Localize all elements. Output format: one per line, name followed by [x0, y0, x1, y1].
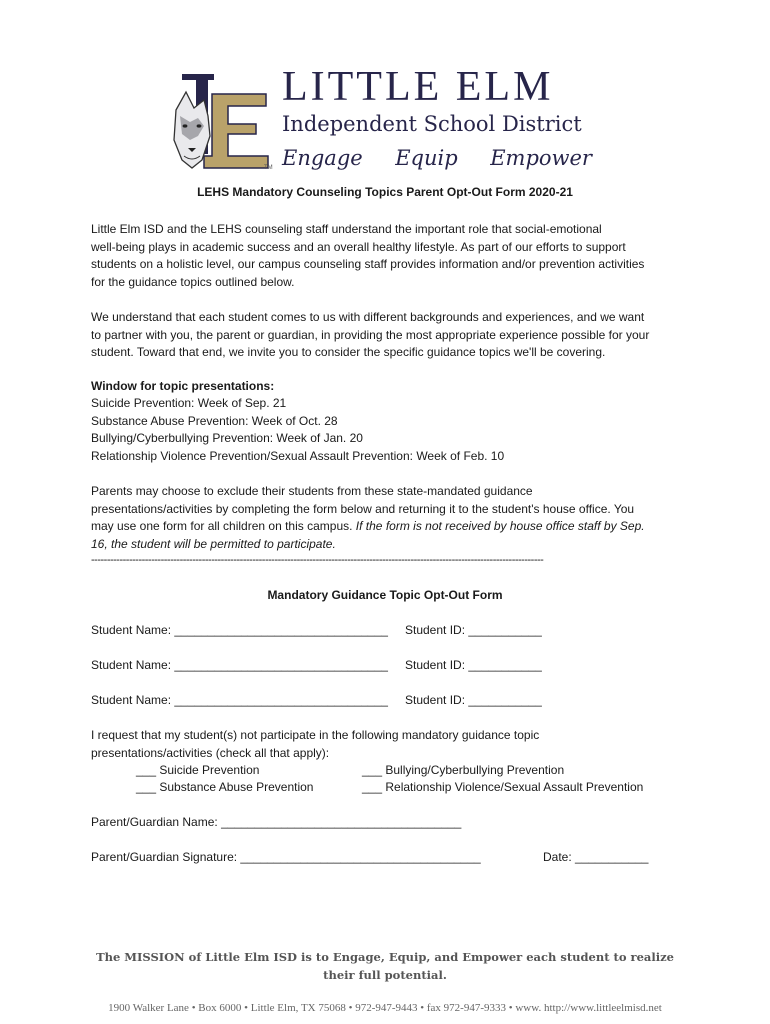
guardian-signature-field[interactable]: Parent/Guardian Signature: ____________________________________: [91, 850, 481, 864]
window-item: Bullying/Cyberbullying Prevention: Week of Jan. 20: [91, 431, 363, 445]
paragraph-line: Little Elm ISD and the LEHS counseling staff understand the important role that social-emotional: [91, 222, 602, 236]
paragraph-line: for the guidance topics outlined below.: [91, 274, 295, 289]
paragraph-line: [91, 518, 645, 536]
paragraph-line: student. Toward that end, we invite you to consider the specific guidance topics we'll be covering.: [91, 345, 606, 359]
district-subtitle: Independent School District: [282, 112, 582, 136]
tagline: [282, 148, 592, 169]
student-name-field[interactable]: Student Name: ________________________________: [91, 693, 388, 707]
deadline-notice: If the form is not received by house office staff by Sep.: [355, 519, 645, 533]
option-bullying-prevention[interactable]: ___ Bullying/Cyberbullying Prevention: [362, 763, 565, 777]
paragraph-line: students on a holistic level, our campus counseling staff provides information and/or prevention activities: [91, 257, 645, 271]
document-title: LEHS Mandatory Counseling Topics Parent Opt-Out Form 2020-21: [197, 185, 573, 199]
tagline-empower: Empower: [490, 146, 592, 170]
mission-statement: The MISSION of Little Elm ISD is to Engage, Equip, and Empower each student to realize their full potential.: [96, 950, 674, 982]
window-item: Substance Abuse Prevention: Week of Oct. 28: [91, 413, 338, 428]
footer-address: 1900 Walker Lane • Box 6000 • Little Elm, TX 75068 • 972-947-9443 • fax 972-947-9333 • www. http://www.littleelmisd.net: [108, 1002, 662, 1014]
paragraph-line: presentations/activities by completing the form below and returning it to the student's house office. You: [91, 501, 635, 516]
deadline-notice: 16, the student will be permitted to participate.: [91, 536, 336, 551]
trademark-mark: TM: [264, 165, 273, 171]
window-item: Relationship Violence Prevention/Sexual Assault Prevention: Week of Feb. 10: [91, 448, 505, 463]
paragraph-line: well-being plays in academic success and an overall healthy lifestyle. As part of our efforts to support: [91, 239, 626, 254]
window-heading: Window for topic presentations:: [91, 379, 275, 393]
student-id-field[interactable]: Student ID: ___________: [405, 623, 542, 637]
student-name-field[interactable]: Student Name: ________________________________: [91, 623, 388, 637]
option-substance-abuse-prevention[interactable]: ___ Substance Abuse Prevention: [136, 780, 314, 794]
window-item: Suicide Prevention: Week of Sep. 21: [91, 396, 287, 410]
date-field[interactable]: Date: ___________: [543, 850, 649, 864]
tagline-equip: Equip: [395, 146, 458, 170]
cut-line-divider: -----------------------------------------------------------------------------------------------------------------------------------------------: [91, 554, 544, 566]
window-list: [91, 395, 504, 465]
opt-out-paragraph: [91, 483, 645, 553]
tagline-engage: Engage: [282, 146, 363, 170]
guardian-name-field[interactable]: Parent/Guardian Name: ____________________________________: [91, 815, 462, 829]
district-logo: [168, 70, 280, 180]
student-id-field[interactable]: Student ID: ___________: [405, 693, 542, 707]
paragraph-line: I request that my student(s) not participate in the following mandatory guidance topic: [91, 728, 540, 742]
intro-paragraph: [91, 221, 644, 291]
student-id-field[interactable]: Student ID: ___________: [405, 658, 542, 672]
le-husky-logo-icon: [168, 70, 280, 180]
request-statement: [91, 727, 539, 762]
paragraph-text: may use one form for all children on this campus.: [91, 519, 356, 533]
form-title: Mandatory Guidance Topic Opt-Out Form: [267, 588, 503, 602]
student-name-field[interactable]: Student Name: ________________________________: [91, 658, 388, 672]
option-relationship-violence-prevention[interactable]: ___ Relationship Violence/Sexual Assault Prevention: [362, 780, 644, 794]
partner-paragraph: [91, 309, 649, 362]
option-suicide-prevention[interactable]: ___ Suicide Prevention: [136, 763, 260, 777]
paragraph-line: We understand that each student comes to us with different backgrounds and experiences, and we want: [91, 310, 645, 324]
paragraph-line: Parents may choose to exclude their students from these state-mandated guidance: [91, 484, 533, 498]
paragraph-line: to partner with you, the parent or guardian, in providing the most appropriate experience possible for your: [91, 327, 650, 342]
district-name: LITTLE ELM: [282, 64, 554, 110]
paragraph-line: presentations/activities (check all that apply):: [91, 745, 330, 760]
